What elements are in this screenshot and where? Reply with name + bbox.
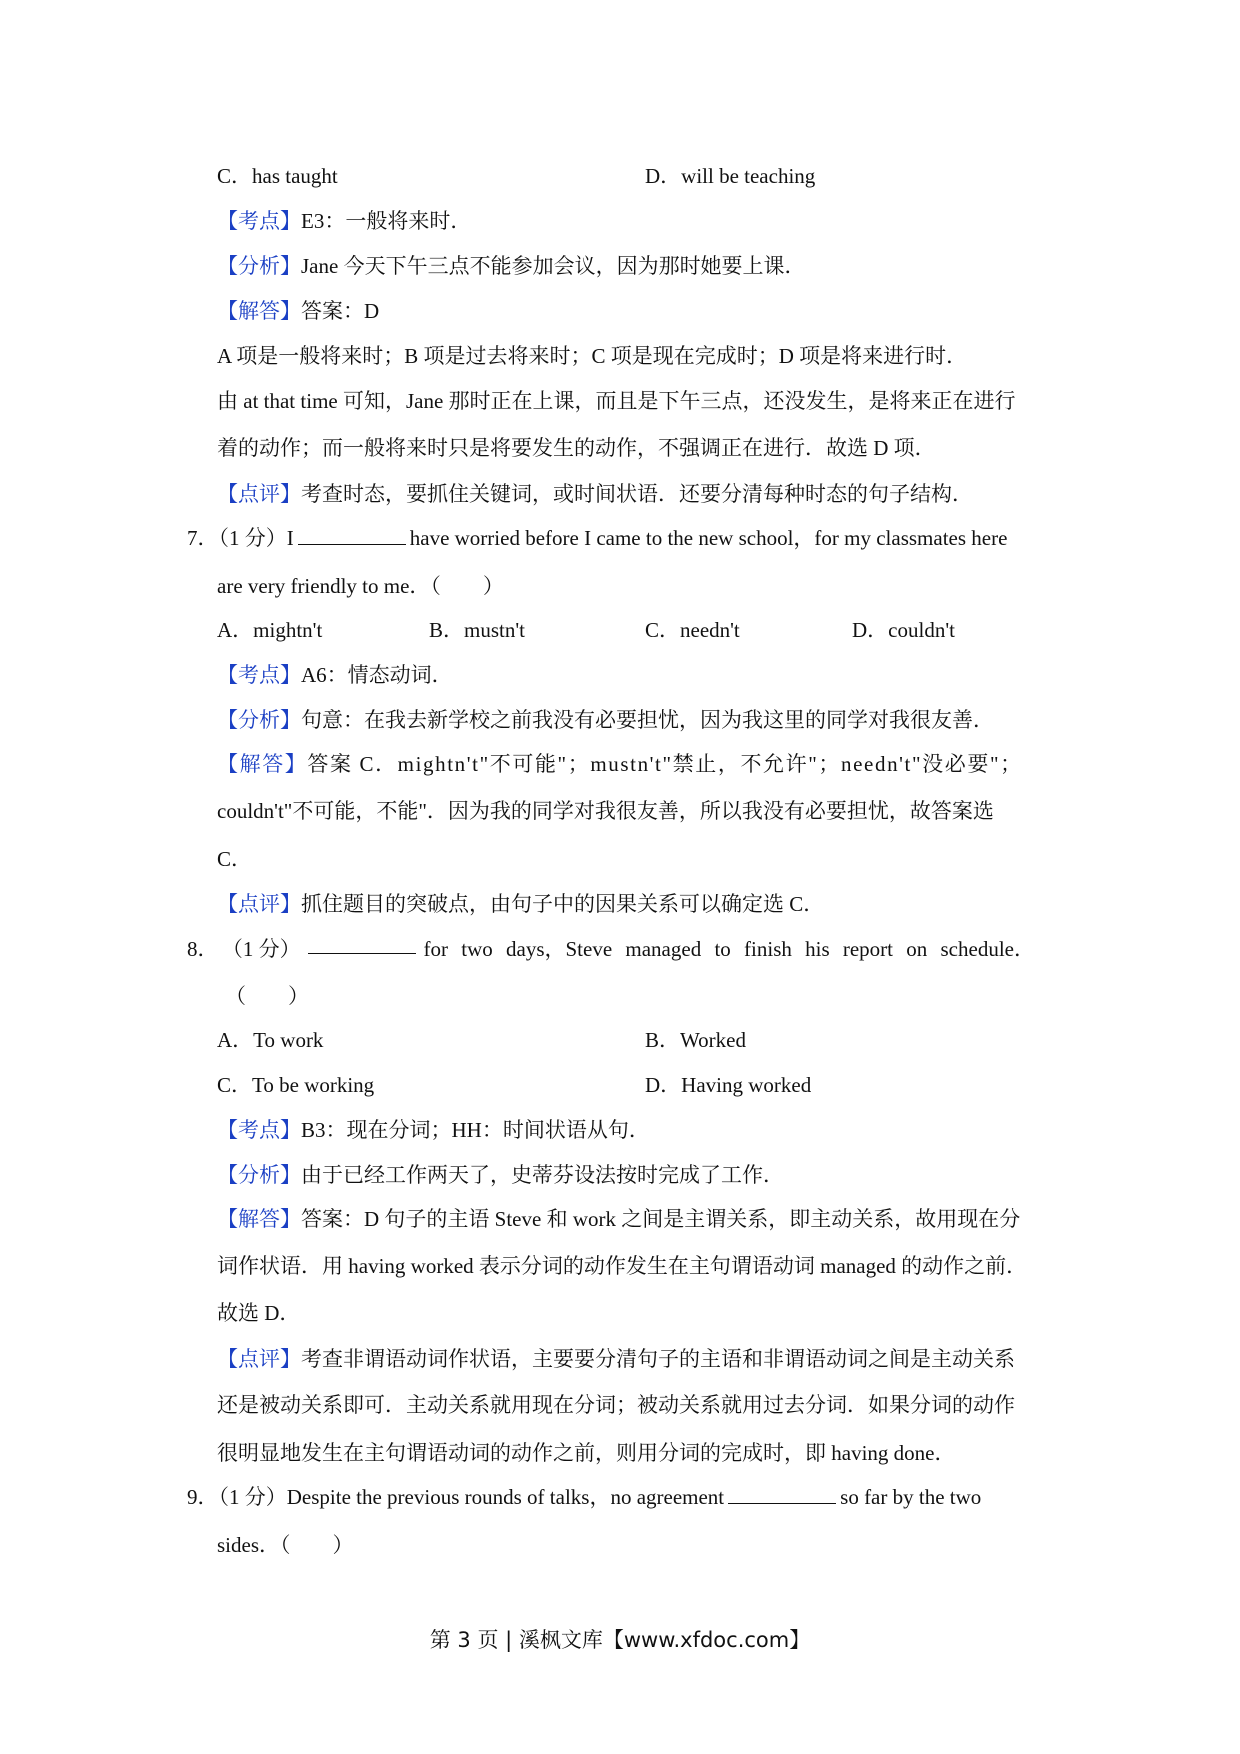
q6-kaodian — [217, 207, 471, 235]
q8-option-c: C．To be working — [217, 1073, 375, 1097]
q6-dianping — [217, 480, 973, 508]
q8-option-d: D．Having worked — [645, 1073, 812, 1097]
fenxi-tag: 【分析】 — [217, 1163, 301, 1187]
q7-jieda-line-1: 答案 C．mightn't"不可能"；mustn't"禁止，不允许"；needn't"没必要"； — [307, 752, 1023, 776]
q8-dianping-line-1: 考查非谓语动词作状语，主要要分清句子的主语和非谓语动词之间是主动关系 — [301, 1347, 1015, 1371]
q8-stem-line-2: （ ） — [225, 984, 309, 1008]
q9-stem-line-1 — [187, 1483, 981, 1511]
q7-answer-blank — [298, 526, 406, 545]
q9-number: 9． — [187, 1485, 219, 1509]
q6-option-c: C．has taught — [217, 164, 338, 188]
q9-stem-a: （1 分）Despite the previous rounds of talks，no agreement — [218, 1485, 725, 1509]
q7-option-b: B．mustn't — [429, 618, 525, 642]
q7-jieda-line-2: couldn't"不可能，不能"．因为我的同学对我很友善，所以我没有必要担忧，故答案选 — [217, 799, 994, 823]
q7-option-d: D．couldn't — [852, 618, 955, 642]
q6-option-d: D．will be teaching — [645, 164, 816, 188]
q7-option-a: A．mightn't — [217, 618, 323, 642]
jieda-tag: 【解答】 — [217, 299, 301, 323]
q7-kaodian-text: A6：情态动词． — [301, 663, 453, 687]
fenxi-tag: 【分析】 — [217, 708, 301, 732]
kaodian-tag: 【考点】 — [217, 209, 301, 233]
q8-dianping-line-2: 还是被动关系即可．主动关系就用现在分词；被动关系就用过去分词．如果分词的动作 — [217, 1393, 1015, 1417]
q7-dianping-text: 抓住题目的突破点，由句子中的因果关系可以确定选 C． — [301, 892, 825, 916]
q8-jieda-line-1: 答案：D 句子的主语 Steve 和 work 之间是主谓关系，即主动关系，故用现在分 — [301, 1207, 1021, 1231]
q9-stem-line-2: sides．（ ） — [217, 1533, 354, 1557]
q9-stem-b: so far by the two — [840, 1485, 982, 1509]
q8-option-a: A．To work — [217, 1028, 324, 1052]
q7-stem-b: have worried before I came to the new school，for my classmates here — [409, 526, 1008, 550]
q8-stem-line-1 — [187, 935, 1035, 963]
q6-explanation-line-2: 由 at that time 可知，Jane 那时正在上课，而且是下午三点，还没发生，是将来正在进行 — [217, 389, 1016, 413]
q8-dianping-line-3: 很明显地发生在主句谓语动词的动作之前，则用分词的完成时，即 having done． — [217, 1441, 956, 1465]
q7-stem-line-1 — [187, 524, 1007, 552]
q7-jieda — [217, 750, 1023, 778]
q8-jieda-line-2: 词作状语．用 having worked 表示分词的动作发生在主句谓语动词 managed 的动作之前． — [217, 1254, 1028, 1278]
q8-fenxi-text: 由于已经工作两天了，史蒂芬设法按时完成了工作． — [301, 1163, 784, 1187]
q6-kaodian-text: E3：一般将来时． — [301, 209, 472, 233]
q6-fenxi — [217, 252, 806, 280]
q8-option-b: B．Worked — [645, 1028, 746, 1052]
q7-kaodian — [217, 661, 453, 689]
q6-jieda — [217, 297, 379, 325]
q6-dianping-text: 考查时态，要抓住关键词，或时间状语．还要分清每种时态的句子结构． — [301, 482, 973, 506]
fenxi-tag: 【分析】 — [217, 254, 301, 278]
q6-explanation-line-1: A 项是一般将来时；B 项是过去将来时；C 项是现在完成时；D 项是将来进行时． — [217, 344, 968, 368]
q8-stem-a: （1 分） — [221, 937, 301, 961]
q9-answer-blank — [728, 1485, 836, 1504]
q7-stem-a: （1 分）I — [218, 526, 294, 550]
q6-fenxi-text: Jane 今天下午三点不能参加会议，因为那时她要上课． — [301, 254, 806, 278]
dianping-tag: 【点评】 — [217, 1347, 301, 1371]
q7-dianping — [217, 890, 824, 918]
q7-jieda-line-3: C． — [217, 847, 253, 871]
dianping-tag: 【点评】 — [217, 482, 301, 506]
q8-stem-b: for two days，Steve managed to finish his report on schedule． — [423, 937, 1035, 961]
q6-jieda-text: 答案：D — [301, 299, 380, 323]
kaodian-tag: 【考点】 — [217, 663, 301, 687]
q7-fenxi — [217, 706, 994, 734]
q8-answer-blank — [308, 935, 416, 954]
q7-number: 7． — [187, 526, 219, 550]
q6-explanation-line-3: 着的动作；而一般将来时只是将要发生的动作，不强调正在进行．故选 D 项． — [217, 436, 936, 460]
q8-kaodian-text: B3：现在分词；HH：时间状语从句． — [301, 1118, 650, 1142]
q8-dianping — [217, 1345, 1015, 1373]
q8-fenxi — [217, 1161, 784, 1189]
jieda-tag: 【解答】 — [217, 1207, 301, 1231]
q7-fenxi-text: 句意：在我去新学校之前我没有必要担忧，因为我这里的同学对我很友善． — [301, 708, 994, 732]
jieda-tag: 【解答】 — [217, 752, 308, 776]
dianping-tag: 【点评】 — [217, 892, 301, 916]
q8-number: 8． — [187, 937, 219, 961]
kaodian-tag: 【考点】 — [217, 1118, 301, 1142]
q8-kaodian — [217, 1116, 650, 1144]
q7-option-c: C．needn't — [645, 618, 740, 642]
q7-stem-line-2: are very friendly to me．（ ） — [217, 574, 504, 598]
q8-jieda-line-3: 故选 D． — [217, 1301, 301, 1325]
q8-jieda — [217, 1205, 1020, 1233]
page-footer: 第 3 页 | 溪枫文库【www.xfdoc.com】 — [429, 1628, 811, 1652]
